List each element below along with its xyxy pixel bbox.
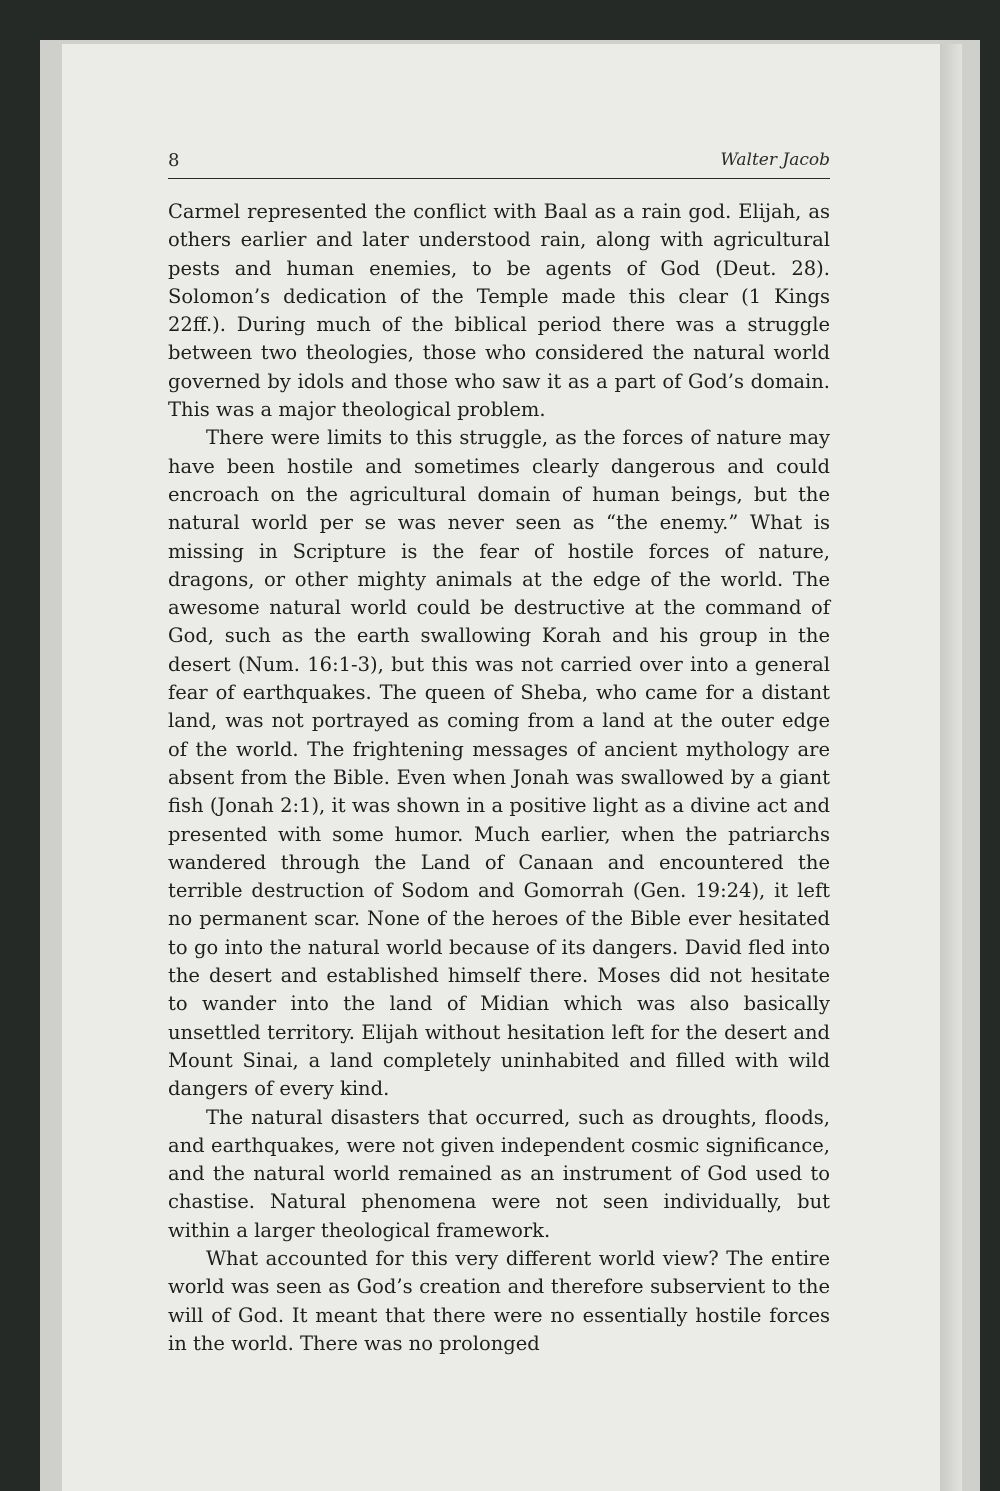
page-header <box>168 150 830 179</box>
running-head-author: Walter Jacob <box>720 150 830 170</box>
paragraph-2: There were limits to this struggle, as the forces of nature may have been hostile and sometimes clearly dangerous and could encroach on the agricultural domain of human beings, but the natural world per se was never seen as “the enemy.” What is missing in Scripture is the fear of hostile forces of nature, dragons, or other mighty animals at the edge of the world. The awesome natural world could be destructive at the command of God, such as the earth swallowing Korah and his group in the desert (Num. 16:1-3), but this was not carried over into a general fear of earthquakes. The queen of Sheba, who came for a distant land, was not portrayed as coming from a land at the outer edge of the world. The frightening messages of ancient mythology are absent from the Bible. Even when Jonah was swallowed by a giant fish (Jonah 2:1), it was shown in a positive light as a divine act and presented with some humor. Much earlier, when the patriarchs wandered through the Land of Canaan and encountered the terrible destruction of Sodom and Gomorrah (Gen. 19:24), it left no permanent scar. None of the heroes of the Bible ever hesitated to go into the natural world because of its dangers. David fled into the desert and established himself there. Moses did not hesitate to wander into the land of Midian which was also basically unsettled territory. Elijah without hesitation left for the desert and Mount Sinai, a land completely uninhabited and filled with wild dangers of every kind. <box>168 426 830 1101</box>
paragraph-3: The natural disasters that occurred, such as droughts, floods, and earthquakes, were not given independent cosmic significance, and the natural world remained as an instrument of God used to chastise. Natural phenomena were not seen individually, but within a larger theological framework. <box>168 1105 830 1242</box>
paragraph-4: What accounted for this very different world view? The entire world was seen as God’s creation and therefore subservient to the will of God. It meant that there were no essentially hostile forces in the world. There was no prolonged <box>168 1246 830 1355</box>
page-gutter <box>940 44 962 1491</box>
paragraph-1: Carmel represented the conflict with Baal as a rain god. Elijah, as others earlier and later understood rain, along with agricultural pests and human enemies, to be agents of God (Deut. 28). Solomon’s dedication of the Temple made this clear (1 Kings 22ff.). During much of the biblical period there was a struggle between two theologies, those who considered the natural world governed by idols and those who saw it as a part of God’s domain. This was a major theological problem. <box>168 200 830 422</box>
body-text <box>168 198 830 1358</box>
page-number: 8 <box>168 150 180 171</box>
